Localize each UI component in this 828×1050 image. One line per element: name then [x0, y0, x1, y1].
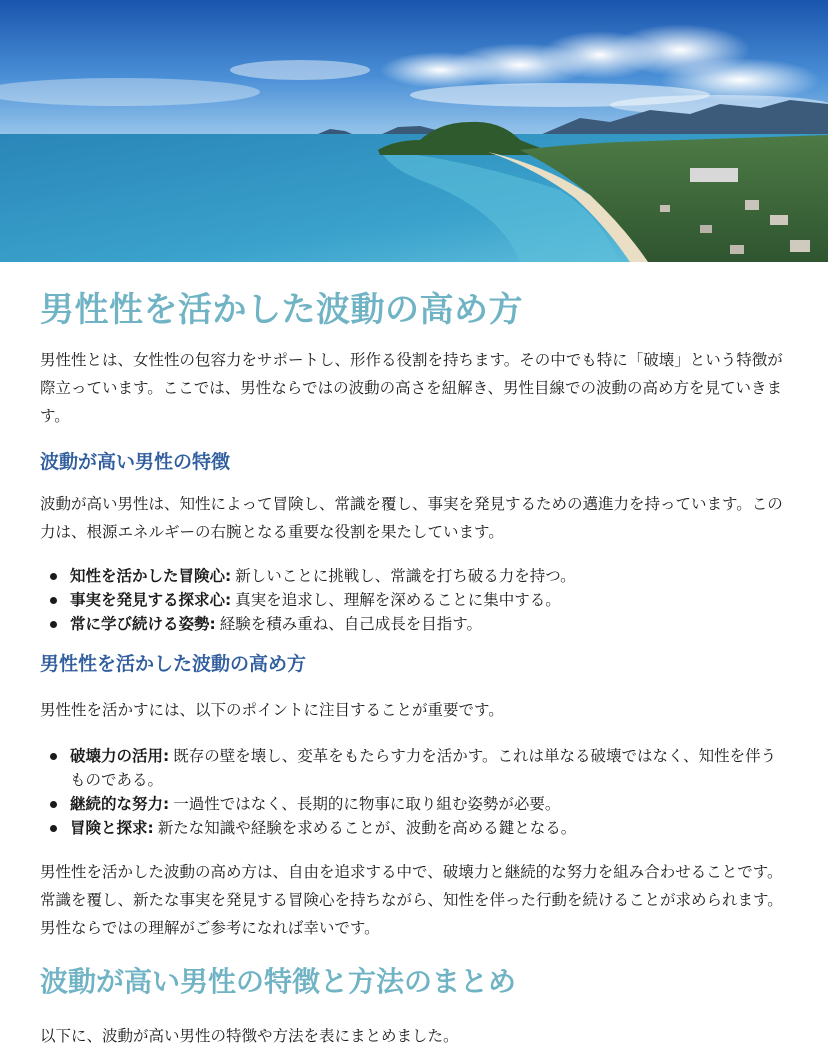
- section-heading-methods: 男性性を活かした波動の高め方: [40, 653, 307, 675]
- list-item-desc: 真実を追求し、理解を深めることに集中する。: [235, 591, 561, 609]
- bullet-icon: [50, 597, 57, 604]
- list-item-term: 冒険と探求:: [70, 819, 154, 837]
- bullet-icon: [50, 573, 57, 580]
- list-item: [70, 744, 788, 792]
- list-item: [70, 588, 788, 612]
- list-item: [70, 612, 788, 636]
- list-item: [70, 816, 788, 840]
- section-heading-summary: 波動が高い男性の特徴と方法のまとめ: [40, 965, 517, 998]
- summary-paragraph: 以下に、波動が高い男性の特徴や方法を表にまとめました。: [40, 1027, 459, 1045]
- list-item-desc: 新たな知識や経験を求めることが、波動を高める鍵となる。: [157, 819, 577, 837]
- section-heading-characteristics: 波動が高い男性の特徴: [40, 451, 231, 473]
- article: [0, 288, 828, 1050]
- characteristics-list: [40, 564, 788, 636]
- list-item-term: 常に学び続ける姿勢:: [70, 615, 216, 633]
- bullet-icon: [50, 621, 57, 628]
- conclusion-paragraph: 男性性を活かした波動の高め方は、自由を追求する中で、破壊力と継続的な努力を組み合わせることです。常識を覆し、新たな事実を発見する冒険心を持ちながら、知性を伴った行動を続けることが求められます。男性ならではの理解がご参考になれば幸いです。: [40, 863, 783, 937]
- coastal-bay-landscape-illustration: [0, 0, 828, 262]
- page-title: 男性性を活かした波動の高め方: [40, 290, 523, 330]
- list-item-term: 継続的な努力:: [70, 795, 170, 813]
- bullet-icon: [50, 825, 57, 832]
- bullet-icon: [50, 753, 57, 760]
- methods-paragraph: 男性性を活かすには、以下のポイントに注目することが重要です。: [40, 701, 504, 719]
- list-item-desc: 一過性ではなく、長期的に物事に取り組む姿勢が必要。: [173, 795, 561, 813]
- list-item: [70, 792, 788, 816]
- intro-paragraph: 男性性とは、女性性の包容力をサポートし、形作る役割を持ちます。その中でも特に「破壊」という特徴が際立っています。ここでは、男性ならではの波動の高さを紐解き、男性目線での波動の高め方を見ていきます。: [40, 351, 783, 425]
- list-item: [70, 564, 788, 588]
- characteristics-paragraph: 波動が高い男性は、知性によって冒険し、常識を覆し、事実を発見するための邁進力を持っています。この力は、根源エネルギーの右腕となる重要な役割を果たしています。: [40, 495, 783, 541]
- bullet-icon: [50, 801, 57, 808]
- list-item-term: 知性を活かした冒険心:: [70, 567, 232, 585]
- hero-image: [0, 0, 828, 262]
- list-item-term: 事実を発見する探求心:: [70, 591, 232, 609]
- list-item-term: 破壊力の活用:: [70, 747, 170, 765]
- list-item-desc: 新しいことに挑戦し、常識を打ち破る力を持つ。: [235, 567, 576, 585]
- methods-list: [40, 744, 788, 840]
- list-item-desc: 既存の壁を壊し、変革をもたらす力を活かす。これは単なる破壊ではなく、知性を伴うものである。: [70, 747, 777, 789]
- list-item-desc: 経験を積み重ね、自己成長を目指す。: [219, 615, 482, 633]
